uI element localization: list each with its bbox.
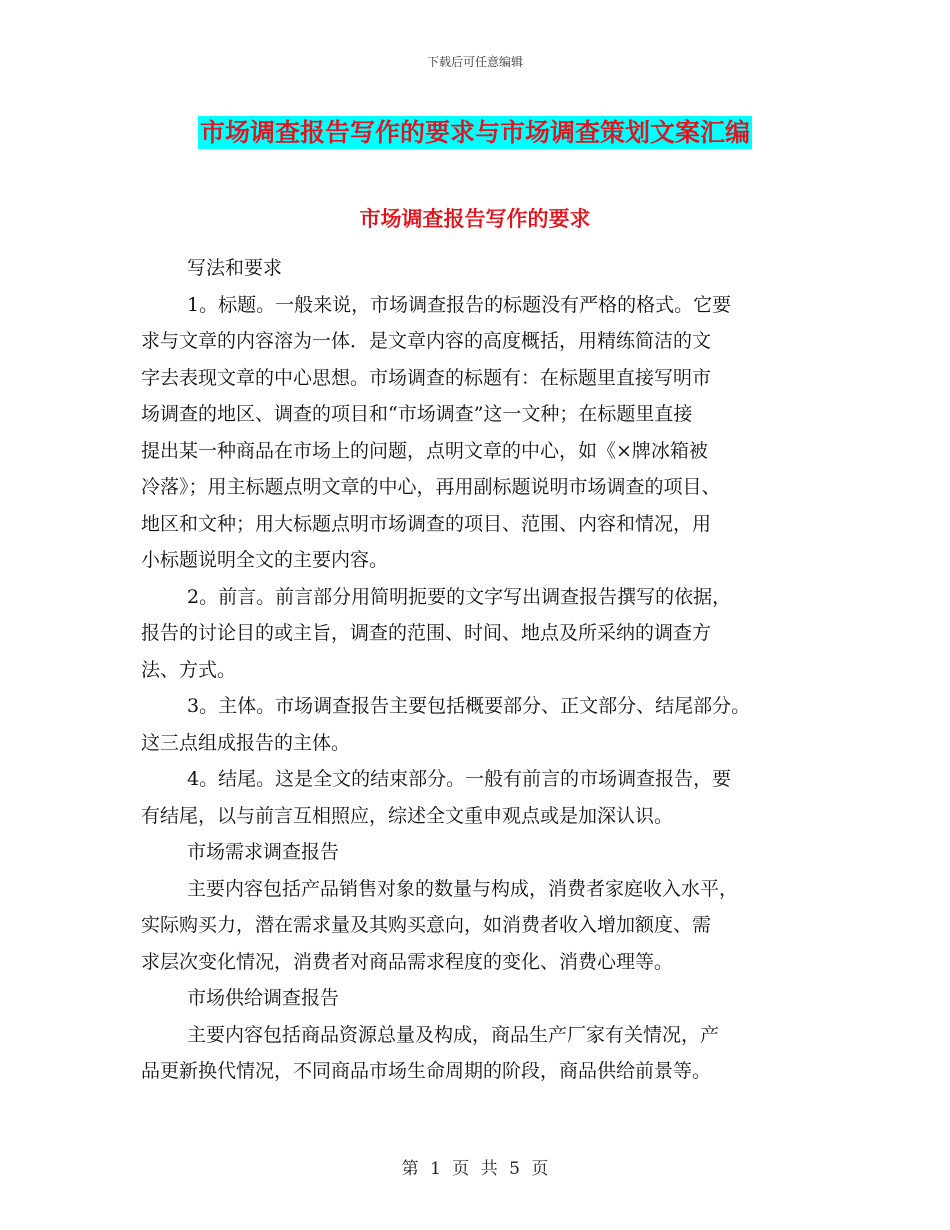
text-line: 写法和要求 xyxy=(187,257,283,279)
text-line: 3。主体。市场调查报告主要包括概要部分、正文部分、结尾部分。 xyxy=(187,695,751,717)
text-line: 求层次变化情况，消费者对商品需求程度的变化、消费心理等。 xyxy=(141,950,674,973)
text-line: 市场供给调查报告 xyxy=(187,987,340,1009)
text-line: 地区和文种；用大标题点明市场调查的项目、范围、内容和情况，用 xyxy=(141,512,712,535)
document-title xyxy=(0,113,950,149)
text-line: 字去表现文章的中心思想。市场调查的标题有：在标题里直接写明市 xyxy=(141,366,712,389)
text-line: 求与文章的内容溶为一体．是文章内容的高度概括，用精练简洁的文 xyxy=(141,330,712,352)
text-line: 实际购买力，潜在需求量及其购买意向，如消费者收入增加额度、需 xyxy=(141,914,712,936)
text-line: 场调查的地区、调查的项目和“市场调查”这一文种；在标题里直接 xyxy=(141,403,693,425)
text-line: 4。结尾。这是全文的结束部分。一般有前言的市场调查报告，要 xyxy=(187,768,732,790)
text-line: 品更新换代情况，不同商品市场生命周期的阶段，商品供给前景等。 xyxy=(141,1060,712,1082)
section-title: 市场调查报告写作的要求 xyxy=(359,207,591,231)
header-note: 下载后可任意编辑 xyxy=(426,55,523,69)
text-line: 这三点组成报告的主体。 xyxy=(141,731,351,754)
text-line: 法、方式。 xyxy=(141,658,237,681)
document-title-text: 市场调查报告写作的要求与市场调查策划文案汇编 xyxy=(199,118,750,147)
text-line: 主要内容包括商品资源总量及构成，商品生产厂家有关情况，产 xyxy=(187,1023,720,1046)
page-footer: 第 1 页 共 5 页 xyxy=(401,1159,549,1179)
text-line: 2。前言。前言部分用简明扼要的文字写出调查报告撰写的依据， xyxy=(187,585,732,608)
text-line: 小标题说明全文的主要内容。 xyxy=(141,549,389,571)
text-line: 主要内容包括产品销售对象的数量与构成，消费者家庭收入水平， xyxy=(187,877,739,900)
text-line: 提出某一种商品在市场上的问题，点明文章的中心，如《×牌冰箱被 xyxy=(141,439,708,462)
body-text xyxy=(141,250,816,1090)
text-line: 市场需求调查报告 xyxy=(187,841,340,863)
text-line: 冷落》；用主标题点明文章的中心，再用副标题说明市场调查的项目、 xyxy=(141,476,721,498)
text-line: 1。标题。一般来说，市场调查报告的标题没有严格的格式。它要 xyxy=(187,293,732,316)
text-line: 有结尾，以与前言互相照应，综述全文重申观点或是加深认识。 xyxy=(141,804,674,827)
text-line: 报告的讨论目的或主旨，调查的范围、时间、地点及所采纳的调查方 xyxy=(141,622,712,644)
